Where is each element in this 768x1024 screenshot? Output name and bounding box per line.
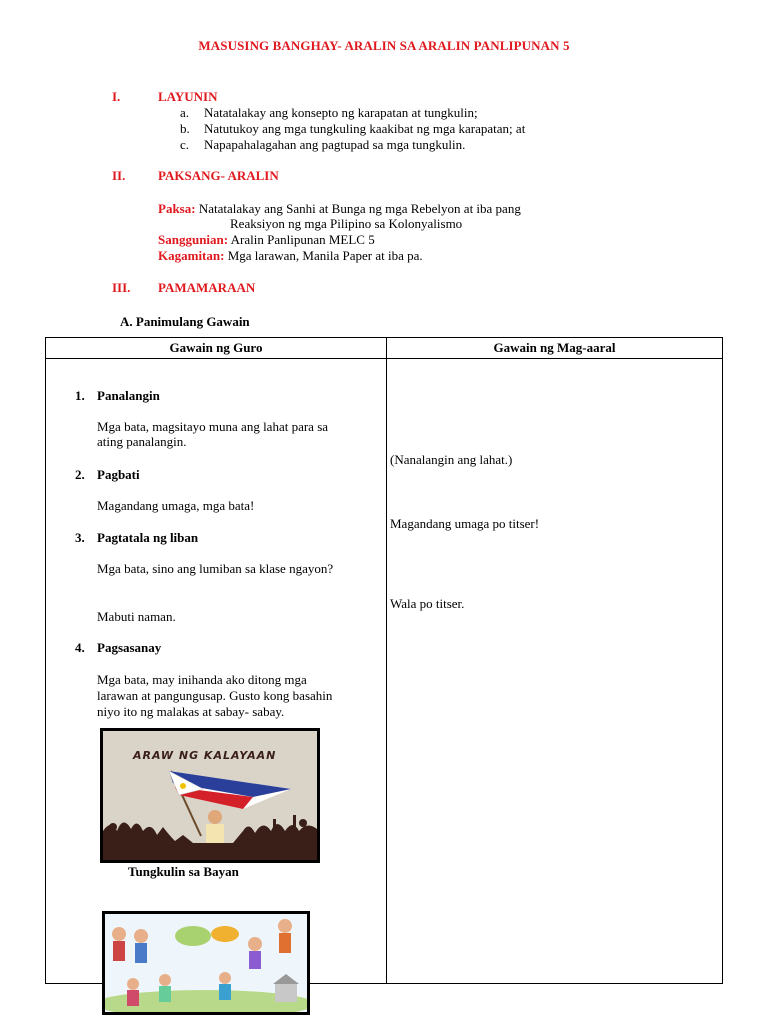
objective-text: Natutukoy ang mga tungkuling kaakibat ng mga karapatan; at [204,121,526,136]
item-number: 1. [75,388,85,403]
paksa-value: Natatalakay ang Sanhi at Bunga ng mga Rebelyon at iba pang [198,201,521,216]
objective-text: Natatalakay ang konsepto ng karapatan at tungkulin; [204,105,478,120]
paksa-value-line2: Reaksiyon ng mga Pilipino sa Kolonyalismo [230,216,463,231]
guro-cell [46,359,387,984]
paksa-label: Paksa: [158,201,196,216]
picture-caption: Tungkulin sa Bayan [128,864,239,879]
item-title-pagbati: Pagbati [97,467,140,482]
sanggunian-value: Aralin Panlipunan MELC 5 [230,232,375,247]
teacher-line: Magandang umaga, mga bata! [97,498,255,513]
subheading-panimulang-gawain: A. Panimulang Gawain [120,314,250,329]
section-number-3: III. [112,280,131,295]
teacher-line: Mga bata, sino ang lumiban sa klase ngayon? [97,561,334,576]
item-number: 2. [75,467,85,482]
kagamitan-value: Mga larawan, Manila Paper at iba pa. [227,248,423,263]
section-number-1: I. [112,89,121,104]
sanggunian-line [158,232,375,248]
teacher-line: Mga bata, may inihanda ako ditong mga [97,672,307,687]
student-response: Wala po titser. [390,596,465,611]
kagamitan-label: Kagamitan: [158,248,225,263]
teacher-line: larawan at pangungusap. Gusto kong basahin [97,688,333,703]
teacher-line: niyo ito ng malakas at sabay- sabay. [97,704,285,719]
item-title-panalangin: Panalangin [97,388,160,403]
community-tasks-picture [102,911,310,1015]
objective-text: Napapahalagahan ang pagtupad sa mga tungkulin. [204,137,466,152]
document-title: MASUSING BANGHAY- ARALIN SA ARALIN PANLIPUNAN 5 [198,38,570,53]
kagamitan-line [158,248,423,264]
item-title-pagsasanay: Pagsasanay [97,640,162,655]
community-illustration [105,914,307,1012]
item-title-pagtatala: Pagtatala ng liban [97,530,199,545]
student-response: Magandang umaga po titser! [390,516,540,531]
objective-letter: a. [180,105,190,120]
column-header-guro: Gawain ng Guro [46,338,387,359]
sanggunian-label: Sanggunian: [158,232,229,247]
item-number: 3. [75,530,85,545]
objective-letter: b. [180,121,190,136]
item-number: 4. [75,640,85,655]
teacher-line: ating panalangin. [97,434,187,449]
paksa-line [158,201,521,217]
section-number-2: II. [112,168,126,183]
picture-title-text: ARAW NG KALAYAAN [133,749,277,762]
teacher-line: Mabuti naman. [97,609,176,624]
araw-ng-kalayaan-picture [100,728,320,863]
teacher-line: Mga bata, magsitayo muna ang lahat para sa [97,419,329,434]
column-header-mag-aaral: Gawain ng Mag-aaral [387,338,723,359]
objective-letter: c. [180,137,190,152]
section-heading-layunin: LAYUNIN [158,89,218,104]
section-heading-paksang-aralin: PAKSANG- ARALIN [158,168,279,183]
student-response: (Nanalangin ang lahat.) [390,452,513,467]
section-heading-pamamaraan: PAMAMARAAN [158,280,256,295]
